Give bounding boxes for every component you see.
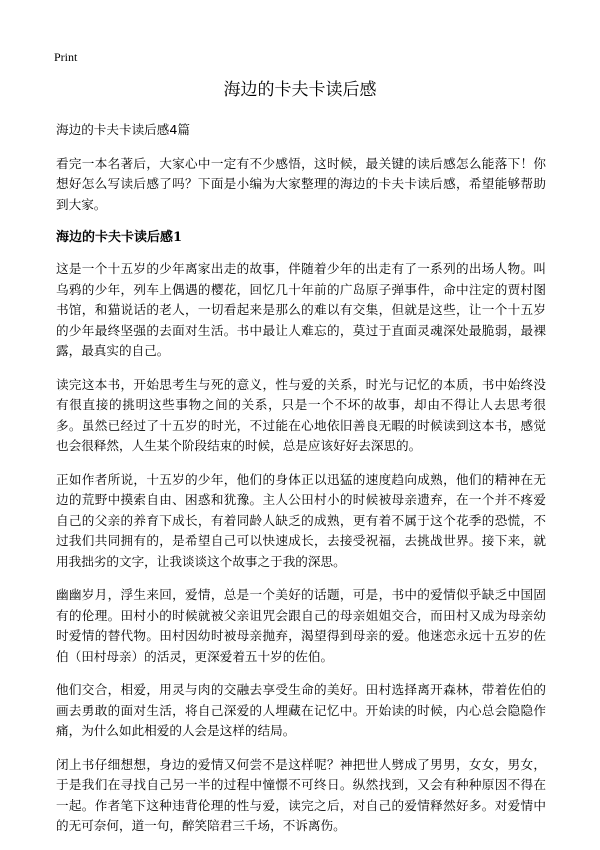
body-paragraph: 正如作者所说，十五岁的少年，他们的身体正以迅猛的速度趋向成熟，他们的精神在无边的荒野中摸索自由、困惑和犹豫。主人公田村小的时候被母亲遗弃，在一个并不疼爱自己的父亲的养育下成长，有着同龄人缺乏的成熟，更有着不属于这个花季的恐慌，不过我们共同拥有的，是希望自己可以快速成长，去接受祝福，去挑战世界。接下来，就用我拙劣的文字，让我谈谈这个故事之于我的深思。	[56, 471, 546, 569]
body-paragraph: 闭上书仔细想想，身边的爱情又何尝不是这样呢？神把世人劈成了男男，女女，男女，于是我们在寻找自己另一半的过程中憧憬不可终日。纵然找到，又会有种种原因不得在一起。作者笔下这种违背伦理的性与爱，读完之后，对自己的爱情释然好多。对爱情中的无可奈何，道一句，醉笑陪君三千场，不诉离伤。	[56, 756, 546, 833]
article-body	[56, 120, 546, 850]
print-link[interactable]: Print	[54, 50, 78, 64]
page-title: 海边的卡夫卡读后感	[223, 80, 377, 100]
body-paragraph: 他们交合，相爱，用灵与肉的交融去享受生命的美好。田村选择离开森林，带着佐伯的画去勇敢的面对生活，将自己深爱的人埋藏在记忆中。开始读的时候，内心总会隐隐作痛，为什么如此相爱的人会是这样的结局。	[56, 682, 546, 738]
body-paragraph: 这是一个十五岁的少年离家出走的故事，伴随着少年的出走有了一系列的出场人物。叫乌鸦的少年，列车上偶遇的樱花，回忆几十年前的广岛原子弹事件，命中注定的贾村图书馆，和猫说话的老人，一切看起来是那么的难以有交集，但就是这些，让一个十五岁的少年最终坚强的去面对生活。书中最让人难忘的，莫过于直面灵魂深处最脆弱，最裸露，最真实的自己。	[56, 261, 546, 358]
body-paragraph: 幽幽岁月，浮生来回，爱情，总是一个美好的话题，可是，书中的爱情似乎缺乏中国固有的伦理。田村小的时候就被父亲诅咒会跟自己的母亲姐姐交合，而田村又成为母亲幼时爱情的替代物。田村因幼时被母亲抛弃，渴望得到母亲的爱。他迷恋永远十五岁的佐伯（田村母亲）的活灵，更深爱着五十岁的佐伯。	[56, 587, 546, 664]
body-paragraph: 读完这本书，开始思考生与死的意义，性与爱的关系，时光与记忆的本质，书中始终没有很直接的挑明这些事物之间的关系，只是一个不坏的故事，却由不得让人去思考很多。虽然已经过了十五岁的时光，不过能在心地依旧善良无暇的时候读到这本书，感觉也会很释然，人生某个阶段结束的时候，总是应该好好去深思的。	[56, 376, 546, 453]
section-heading: 海边的卡夫卡读后感1	[56, 230, 183, 245]
article-subtitle: 海边的卡夫卡读后感4篇	[56, 122, 190, 137]
intro-paragraph: 看完一本名著后，大家心中一定有不少感悟，这时候，最关键的读后感怎么能落下！你想好怎么写读后感了吗？下面是小编为大家整理的海边的卡夫卡读后感，希望能够帮助到大家。	[56, 155, 546, 212]
